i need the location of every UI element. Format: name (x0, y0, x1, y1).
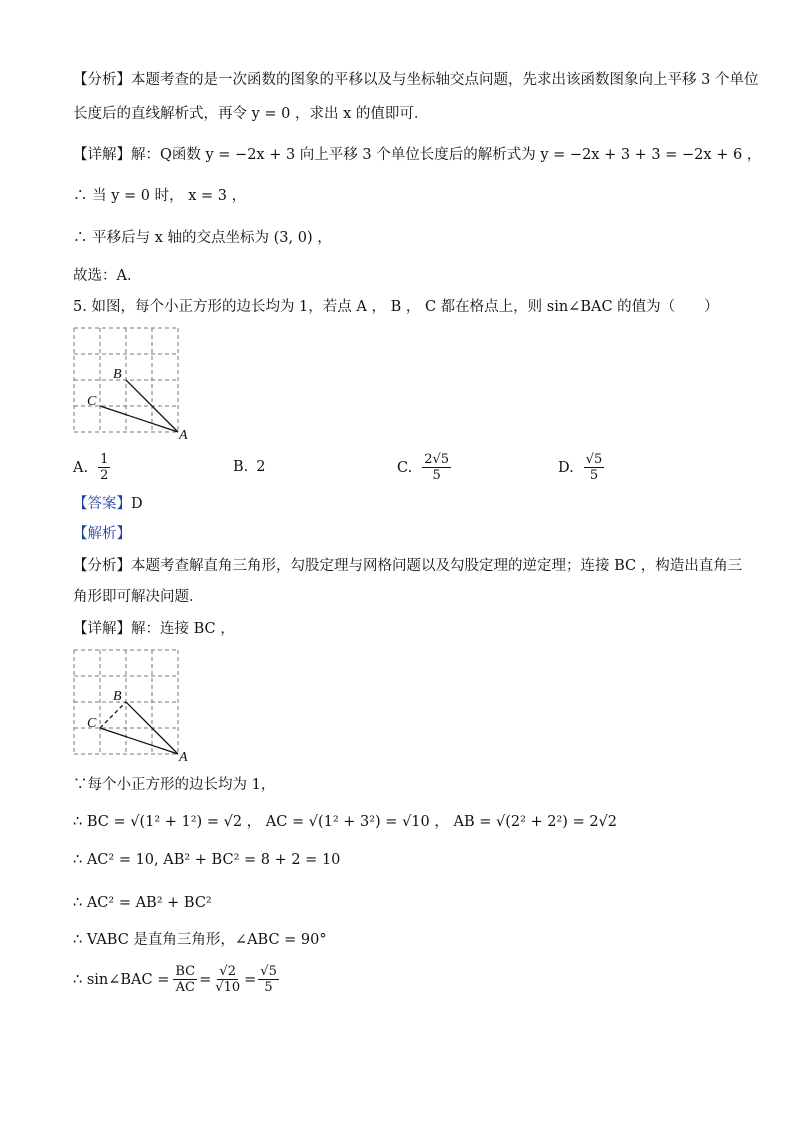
solution-step-5: ∴ VABC 是直角三角形，∠ABC = 90° (73, 932, 327, 948)
fraction-bc-ac-num: BC (175, 964, 196, 979)
para4-text1: 解：连接 BC ， (131, 621, 235, 637)
para3-text1: 本题考查解直角三角形，勾股定理与网格问题以及勾股定理的逆定理；连接 BC ，构造出直角三 (131, 558, 743, 574)
solution-grid-figure (66, 644, 196, 766)
equals-sign-1: = (199, 971, 212, 988)
option-b (233, 459, 266, 475)
analysis-heading (73, 524, 131, 544)
para3-line2: 角形即可解决问题． (73, 589, 204, 605)
para3-tag: 【分析】 (73, 558, 131, 574)
point-c-label: C (87, 394, 97, 409)
fraction-bc-ac-den: AC (175, 980, 195, 995)
fraction-5-den: 5 (264, 980, 273, 995)
option-c-letter: C. (397, 459, 413, 476)
analysis-tag: 【解析】 (73, 526, 131, 542)
option-d-numerator: √5 (585, 452, 603, 467)
answer-tag: 【答案】 (73, 496, 131, 512)
option-a-fraction (98, 452, 110, 483)
option-b-letter: B. (233, 459, 249, 475)
option-a-numerator: 1 (100, 452, 109, 467)
equals-sign-2: = (244, 971, 257, 988)
solution-step-6 (73, 964, 281, 995)
question-5-grid-figure (66, 322, 196, 444)
option-d-fraction (584, 452, 605, 483)
answer-line (73, 494, 143, 514)
question-5-stem: 5. 如图，每个小正方形的边长均为 1，若点 A ， B ， C 都在格点上，则 sin∠BAC 的值为（ ） (73, 299, 719, 315)
answer-value: D (131, 496, 143, 512)
option-d (558, 452, 606, 483)
sin-bac-label: ∴ sin∠BAC = (73, 971, 170, 988)
option-c-fraction (422, 452, 451, 483)
option-c (397, 452, 453, 483)
para2-text1: 解：Q函数 y = −2x + 3 向上平移 3 个单位长度后的解析式为 y = −2x + 3 + 3 = −2x + 6 ， (131, 147, 762, 163)
para4-line1 (73, 619, 235, 639)
fraction-root5-5 (258, 964, 279, 995)
solution-step-3: ∴ AC² = 10, AB² + BC² = 8 + 2 = 10 (73, 852, 341, 868)
fraction-root2-num: √2 (219, 964, 236, 979)
fraction-root10-den: √10 (215, 980, 241, 995)
point-a-label: A (179, 428, 188, 443)
option-c-denominator: 5 (432, 468, 441, 483)
solution-point-a-label: A (179, 750, 188, 765)
para2-line3: ∴ 平移后与 x 轴的交点坐标为 (3, 0) ， (73, 230, 332, 246)
solution-point-b-label: B (113, 689, 122, 704)
solution-step-1: ∵每个小正方形的边长均为 1， (73, 777, 276, 793)
para2-line1 (73, 145, 761, 165)
para1-tag: 【分析】 (73, 72, 131, 88)
fraction-root5-num: √5 (260, 964, 277, 979)
para2-line2: ∴ 当 y = 0 时， x = 3 ， (73, 188, 247, 204)
option-d-letter: D. (558, 459, 574, 476)
option-b-value: 2 (256, 459, 266, 475)
para3-line1 (73, 556, 742, 576)
option-a-letter: A. (73, 459, 89, 476)
option-d-denominator: 5 (589, 468, 599, 483)
option-a-denominator: 2 (100, 468, 109, 483)
fraction-root2-root10 (213, 964, 242, 995)
para2-line4: 故选：A． (73, 268, 142, 284)
para4-tag: 【详解】 (73, 621, 131, 637)
point-b-label: B (113, 367, 122, 382)
para1-line2: 长度后的直线解析式，再令 y = 0 ，求出 x 的值即可． (73, 106, 429, 122)
para1-line1 (73, 70, 758, 90)
fraction-bc-ac (173, 964, 197, 995)
solution-step-2: ∴ BC = √(1² + 1²) = √2 ， AC = √(1² + 3²) = √10 ， AB = √(2² + 2²) = 2√2 (73, 814, 618, 830)
solution-point-c-label: C (87, 716, 97, 731)
para1-text1: 本题考查的是一次函数的图象的平移以及与坐标轴交点问题，先求出该函数图象向上平移 3 个单位 (131, 72, 759, 88)
option-c-numerator: 2√5 (424, 452, 450, 467)
para2-tag: 【详解】 (73, 147, 131, 163)
option-a (73, 452, 112, 483)
solution-step-4: ∴ AC² = AB² + BC² (73, 895, 212, 911)
